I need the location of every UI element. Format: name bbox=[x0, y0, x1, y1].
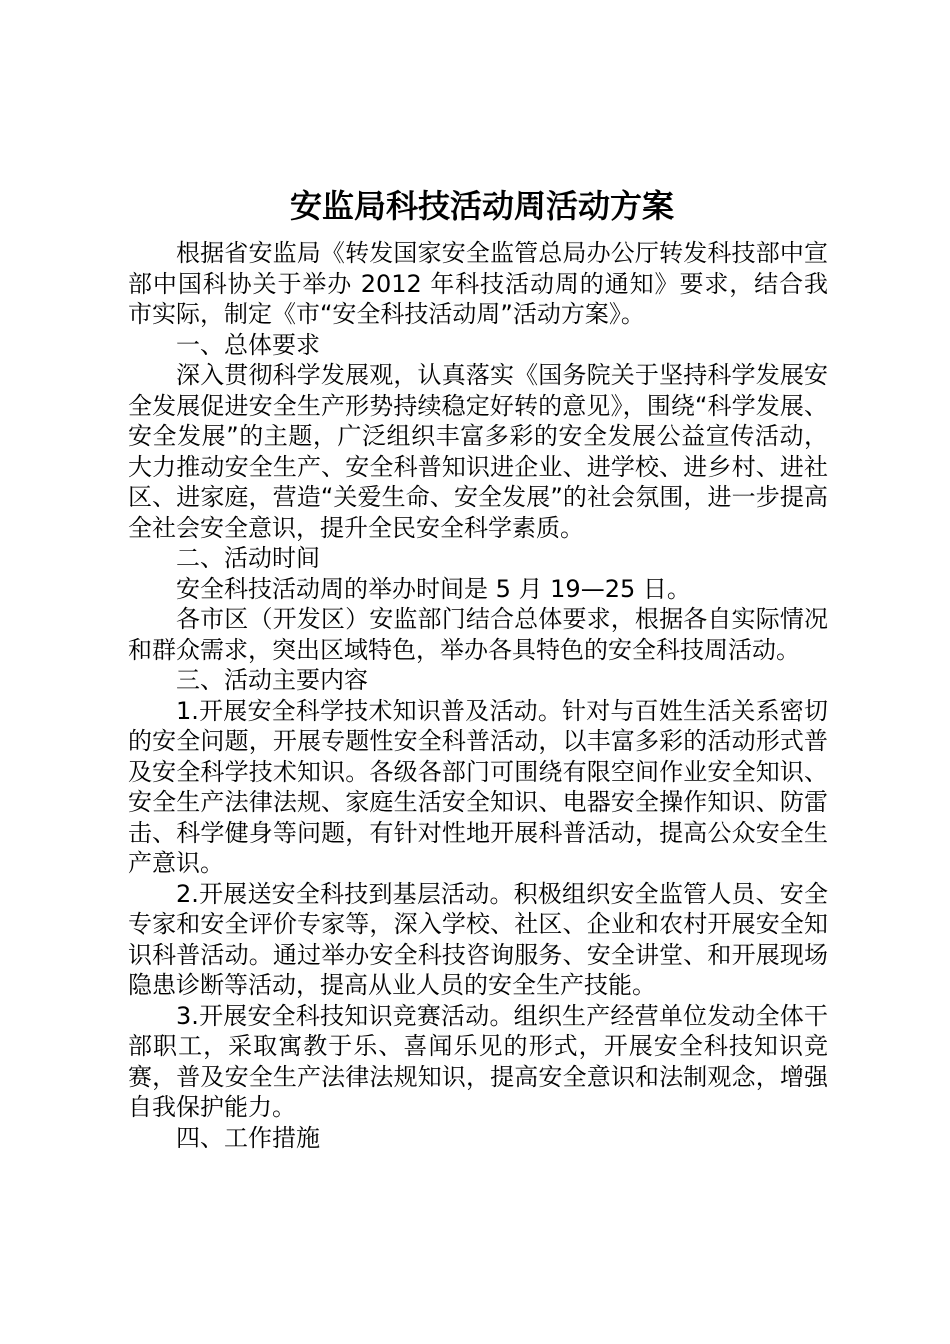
document-title: 安监局科技活动周活动方案 bbox=[289, 187, 674, 225]
activity-local-paragraph: 各市区（开发区）安监部门结合总体要求，根据各自实际情况和群众需求，突出区域特色，举办各具特色的安全科技周活动。 bbox=[128, 605, 828, 664]
document-page bbox=[128, 186, 828, 1153]
section-heading-main-content: 三、活动主要内容 bbox=[176, 666, 368, 694]
content-item-3: 3.开展安全科技知识竞赛活动。组织生产经营单位发动全体干部职工，采取寓教于乐、喜闻乐见的形式，开展安全科技知识竞赛，普及安全生产法律法规知识，提高安全意识和法制观念，增强自我保护能力。 bbox=[128, 1001, 828, 1121]
general-requirements-paragraph: 深入贯彻科学发展观，认真落实《国务院关于坚持科学发展安全发展促进安全生产形势持续稳定好转的意见》，围绕“科学发展、安全发展”的主题，广泛组织丰富多彩的安全发展公益宣传活动，大力推动安全生产、安全科普知识进企业、进学校、进乡村、进社区、进家庭，营造“关爱生命、安全发展”的社会氛围，进一步提高全社会安全意识，提升全民安全科学素质。 bbox=[128, 361, 828, 542]
section-heading-general-requirements: 一、总体要求 bbox=[176, 330, 320, 359]
activity-time-paragraph: 安全科技活动周的举办时间是 5 月 19—25 日。 bbox=[176, 574, 691, 603]
intro-paragraph: 根据省安监局《转发国家安全监管总局办公厅转发科技部中宣部中国科协关于举办 2012 年科技活动周的通知》要求，结合我市实际，制定《市“安全科技活动周”活动方案》。 bbox=[128, 239, 828, 328]
section-heading-work-measures: 四、工作措施 bbox=[176, 1123, 320, 1152]
content-item-1: 1.开展安全科学技术知识普及活动。针对与百姓生活关系密切的安全问题，开展专题性安全科普活动，以丰富多彩的活动形式普及安全科学技术知识。各级各部门可围绕有限空间作业安全知识、安全生产法律法规、家庭生活安全知识、电器安全操作知识、防雷击、科学健身等问题，有针对性地开展科普活动，提高公众安全生产意识。 bbox=[128, 696, 828, 877]
section-heading-activity-time: 二、活动时间 bbox=[176, 544, 320, 572]
content-item-2: 2.开展送安全科技到基层活动。积极组织安全监管人员、安全专家和安全评价专家等，深入学校、社区、企业和农村开展安全知识科普活动。通过举办安全科技咨询服务、安全讲堂、和开展现场隐患诊断等活动，提高从业人员的安全生产技能。 bbox=[128, 879, 828, 999]
